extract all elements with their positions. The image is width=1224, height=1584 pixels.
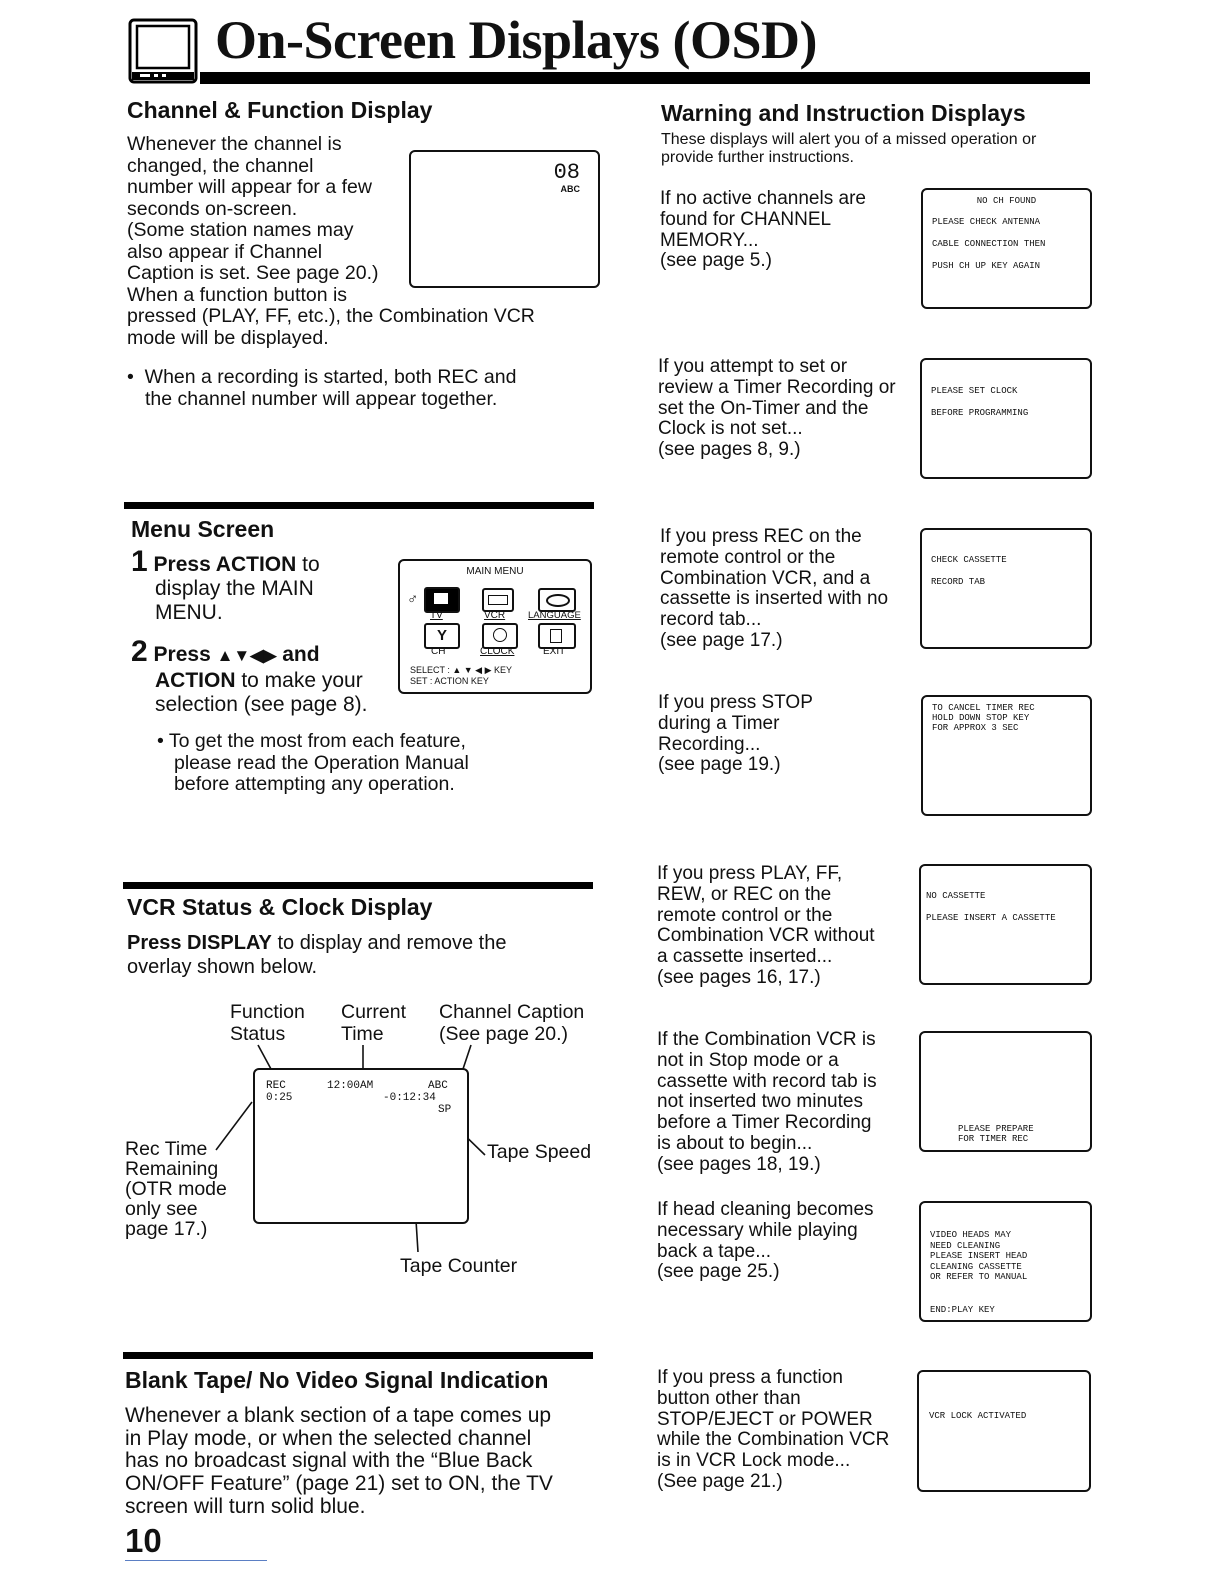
page-title: On-Screen Displays (OSD) xyxy=(215,10,818,70)
channel-caption-label xyxy=(439,1002,584,1045)
text-line: • To get the most from each feature, xyxy=(157,730,466,752)
rec-time-remaining: 0:25 xyxy=(266,1092,293,1104)
text-line: record tab... xyxy=(660,609,762,631)
text-line: Whenever a blank section of a tape comes up xyxy=(125,1404,552,1427)
text-line: changed, the channel xyxy=(127,154,314,177)
warning-item-text xyxy=(657,1200,874,1283)
text-line: MENU. xyxy=(155,601,223,624)
cursor-icon: ♂ xyxy=(407,591,419,608)
osd-line: FOR APPROX 3 SEC xyxy=(932,723,1019,733)
text-line: If the Combination VCR is xyxy=(657,1029,876,1050)
osd-line: VCR LOCK ACTIVATED xyxy=(929,1411,1027,1421)
warning-osd-screen xyxy=(920,358,1092,479)
text-line: mode will be displayed. xyxy=(127,326,329,349)
text-line: number will appear for a few xyxy=(127,176,372,198)
channel-function-heading: Channel & Function Display xyxy=(127,97,433,123)
osd-line: PLEASE CHECK ANTENNA xyxy=(932,217,1041,227)
text-line: is in VCR Lock mode... xyxy=(657,1450,851,1472)
text-line: Rec Time xyxy=(125,1138,208,1160)
warning-osd-screen xyxy=(919,1031,1092,1152)
warning-item-text xyxy=(657,1368,889,1493)
text-line: STOP/EJECT or POWER xyxy=(657,1408,873,1430)
text-line: (see pages 8, 9.) xyxy=(658,439,801,461)
text-line: (Some station names may xyxy=(127,219,354,241)
text-line: while the Combination VCR xyxy=(657,1429,890,1451)
tape-speed-label: Tape Speed xyxy=(487,1141,592,1163)
warning-osd-screen xyxy=(919,864,1092,985)
text-line: • When a recording is started, both REC and xyxy=(127,366,517,388)
text-line: cassette is inserted with no xyxy=(660,588,889,610)
text-line: Status xyxy=(230,1022,286,1045)
warning-osd-screen xyxy=(921,695,1092,816)
text-line: (see page 25.) xyxy=(657,1261,780,1283)
current-time: 12:00AM xyxy=(327,1080,374,1092)
text-line: necessary while playing xyxy=(657,1219,858,1241)
osd-line: PLEASE INSERT HEAD xyxy=(930,1251,1028,1261)
warning-item-text xyxy=(658,357,896,461)
text-line: MEMORY... xyxy=(660,229,759,251)
text-line: Caption is set. See page 20.) xyxy=(127,262,379,284)
text-line: Clock is not set... xyxy=(658,418,803,440)
text-line: Combination VCR without xyxy=(657,925,875,947)
osd-line: FOR TIMER REC xyxy=(958,1134,1029,1144)
ch-label: CH xyxy=(431,646,446,657)
text-line: pressed (PLAY, FF, etc.), the Combination VCR xyxy=(127,305,535,327)
warning-intro xyxy=(661,131,1036,167)
text-line: button other than xyxy=(657,1387,801,1409)
text-line: REW, or REC on the xyxy=(657,883,832,905)
step-number: 1 xyxy=(131,545,148,578)
warning-item-text xyxy=(657,864,875,989)
step-text: to xyxy=(296,553,320,576)
main-menu-title: MAIN MENU xyxy=(466,566,524,577)
text-line: not inserted two minutes xyxy=(657,1091,863,1113)
text-line: display the MAIN xyxy=(155,577,314,600)
warning-heading: Warning and Instruction Displays xyxy=(661,100,1026,126)
menu-screen-heading: Menu Screen xyxy=(131,516,275,542)
warning-item-text xyxy=(660,527,888,652)
text-line: (see pages 16, 17.) xyxy=(657,966,821,988)
text-line: Time xyxy=(341,1022,384,1045)
text-line: review a Timer Recording or xyxy=(658,376,896,398)
warning-osd-screen xyxy=(917,1370,1091,1492)
text-line: Channel Caption xyxy=(439,1001,585,1023)
blank-tape-body xyxy=(125,1405,553,1519)
osd-footer: END:PLAY KEY xyxy=(930,1305,995,1315)
text-line: Whenever the channel is xyxy=(127,133,342,155)
text-line: Recording... xyxy=(658,733,761,755)
warning-osd-screen xyxy=(921,188,1092,309)
osd-line: VIDEO HEADS MAY xyxy=(930,1230,1012,1240)
text-line: during a Timer xyxy=(658,712,780,734)
text-line: in Play mode, or when the selected channel xyxy=(125,1426,532,1450)
text-line: If you attempt to set or xyxy=(658,356,848,377)
page-number-rule xyxy=(125,1560,267,1561)
text-line: remote control or the xyxy=(657,904,833,926)
text-line: also appear if Channel xyxy=(127,240,323,263)
text-line: screen will turn solid blue. xyxy=(125,1494,366,1518)
osd-line: PLEASE SET CLOCK xyxy=(931,386,1018,396)
osd-line: PUSH CH UP KEY AGAIN xyxy=(932,261,1041,271)
text-line: before a Timer Recording xyxy=(657,1112,872,1134)
text-line: If you press PLAY, FF, xyxy=(657,863,843,884)
text-line: Press DISPLAY to display and remove the xyxy=(127,932,507,954)
text-line: ON/OFF Feature” (page 21) set to ON, the TV xyxy=(125,1472,553,1496)
text-line: If no active channels are xyxy=(660,188,866,209)
osd-line: PLEASE INSERT A CASSETTE xyxy=(926,913,1056,923)
set-hint: SET : ACTION KEY xyxy=(410,676,489,686)
text-line: Combination VCR, and a xyxy=(660,567,871,589)
osd-line: CHECK CASSETTE xyxy=(931,555,1007,565)
text-line: cassette with record tab is xyxy=(657,1070,877,1092)
text-line: set the On-Timer and the xyxy=(658,397,869,419)
text-line: page 17.) xyxy=(125,1218,208,1240)
text-line: (see page 17.) xyxy=(660,629,783,651)
text-line: Function xyxy=(230,1001,305,1023)
text-line: If you press REC on the xyxy=(660,526,862,547)
page-number: 10 xyxy=(125,1522,162,1559)
text-line: back a tape... xyxy=(657,1240,772,1262)
osd-line: PLEASE PREPARE xyxy=(958,1124,1034,1134)
arrow-keys: ▲▼◀▶ xyxy=(216,646,277,665)
tape-counter: -0:12:34 xyxy=(383,1092,436,1104)
text-line: When a function button is xyxy=(127,283,348,306)
channel-caption: ABC xyxy=(560,184,580,194)
text-line: remote control or the xyxy=(660,546,836,568)
warning-item-text xyxy=(657,1030,877,1176)
text-line: Current xyxy=(341,1001,407,1023)
text-line: please read the Operation Manual xyxy=(174,751,469,774)
text-line: seconds on-screen. xyxy=(127,197,298,220)
warning-osd-screen xyxy=(920,528,1092,649)
tape-speed: SP xyxy=(438,1104,452,1116)
text-line: the channel number will appear together. xyxy=(145,387,498,410)
rec-indicator: REC xyxy=(266,1080,286,1092)
exit-label: EXIT xyxy=(543,646,566,657)
warning-item-text xyxy=(660,189,866,272)
step-number: 2 xyxy=(131,635,148,668)
text-line: selection (see page 8). xyxy=(155,693,368,716)
step-text: and xyxy=(282,643,320,666)
text-line: Remaining xyxy=(125,1158,219,1180)
warning-item-text xyxy=(658,693,813,776)
vcr-label: VCR xyxy=(484,610,506,621)
rec-time-label xyxy=(125,1139,227,1239)
text-line: found for CHANNEL xyxy=(660,208,832,230)
channel-number: 08 xyxy=(553,160,580,185)
vcr-status-osd xyxy=(253,1068,469,1224)
osd-line: HOLD DOWN STOP KEY xyxy=(932,713,1030,723)
text-line: If you press a function xyxy=(657,1367,843,1388)
text-line: is about to begin... xyxy=(657,1132,813,1154)
text-line: (OTR mode xyxy=(125,1178,227,1200)
text-line: (See page 20.) xyxy=(439,1022,569,1045)
ch-menu-icon: Y xyxy=(424,623,460,649)
osd-line: NO CH FOUND xyxy=(976,196,1037,206)
text-line: before attempting any operation. xyxy=(174,773,455,795)
blank-tape-heading: Blank Tape/ No Video Signal Indication xyxy=(125,1367,549,1393)
osd-line: OR REFER TO MANUAL xyxy=(930,1272,1028,1282)
osd-line: NEED CLEANING xyxy=(930,1240,1001,1251)
language-label: LANGUAGE xyxy=(528,610,581,621)
select-hint: SELECT : ▲ ▼ ◀ ▶ KEY xyxy=(410,665,513,675)
tape-counter-label: Tape Counter xyxy=(400,1255,518,1277)
text-line: has no broadcast signal with the “Blue Back xyxy=(125,1449,533,1473)
text-line: (see pages 18, 19.) xyxy=(657,1153,821,1175)
text-line: ACTION to make your xyxy=(155,668,363,692)
tv-label: TV xyxy=(430,610,443,621)
text-line: provide further instructions. xyxy=(661,149,854,166)
text-line: a cassette inserted... xyxy=(657,946,833,968)
channel-caption: ABC xyxy=(428,1080,448,1092)
text-line: If head cleaning becomes xyxy=(657,1199,874,1220)
text-line: These displays will alert you of a missed operation or xyxy=(661,131,1037,148)
vcr-status-heading: VCR Status & Clock Display xyxy=(127,894,433,920)
clock-label: CLOCK xyxy=(480,646,515,657)
text-line: (see page 19.) xyxy=(658,754,781,776)
osd-line: TO CANCEL TIMER REC xyxy=(932,703,1035,713)
text-line: not in Stop mode or a xyxy=(657,1049,839,1071)
warning-osd-screen xyxy=(919,1201,1092,1322)
osd-line: CLEANING CASSETTE xyxy=(930,1261,1022,1272)
bullet: • xyxy=(157,730,169,752)
osd-line: RECORD TAB xyxy=(931,577,986,587)
text-line: (see page 5.) xyxy=(660,250,772,272)
bullet: • xyxy=(127,366,145,388)
function-status-label xyxy=(230,1002,305,1045)
section-rule xyxy=(123,1352,593,1359)
current-time-label xyxy=(341,1002,406,1045)
step-bold: Press xyxy=(153,643,211,666)
osd-line: CABLE CONNECTION THEN xyxy=(932,239,1046,249)
step-bold: Press ACTION xyxy=(153,553,297,576)
osd-line: BEFORE PROGRAMMING xyxy=(931,408,1029,418)
osd-line: NO CASSETTE xyxy=(926,891,986,901)
text-line: (See page 21.) xyxy=(657,1470,783,1492)
text-line: If you press STOP xyxy=(658,692,813,713)
text-line: overlay shown below. xyxy=(127,956,318,978)
text-line: only see xyxy=(125,1198,198,1220)
